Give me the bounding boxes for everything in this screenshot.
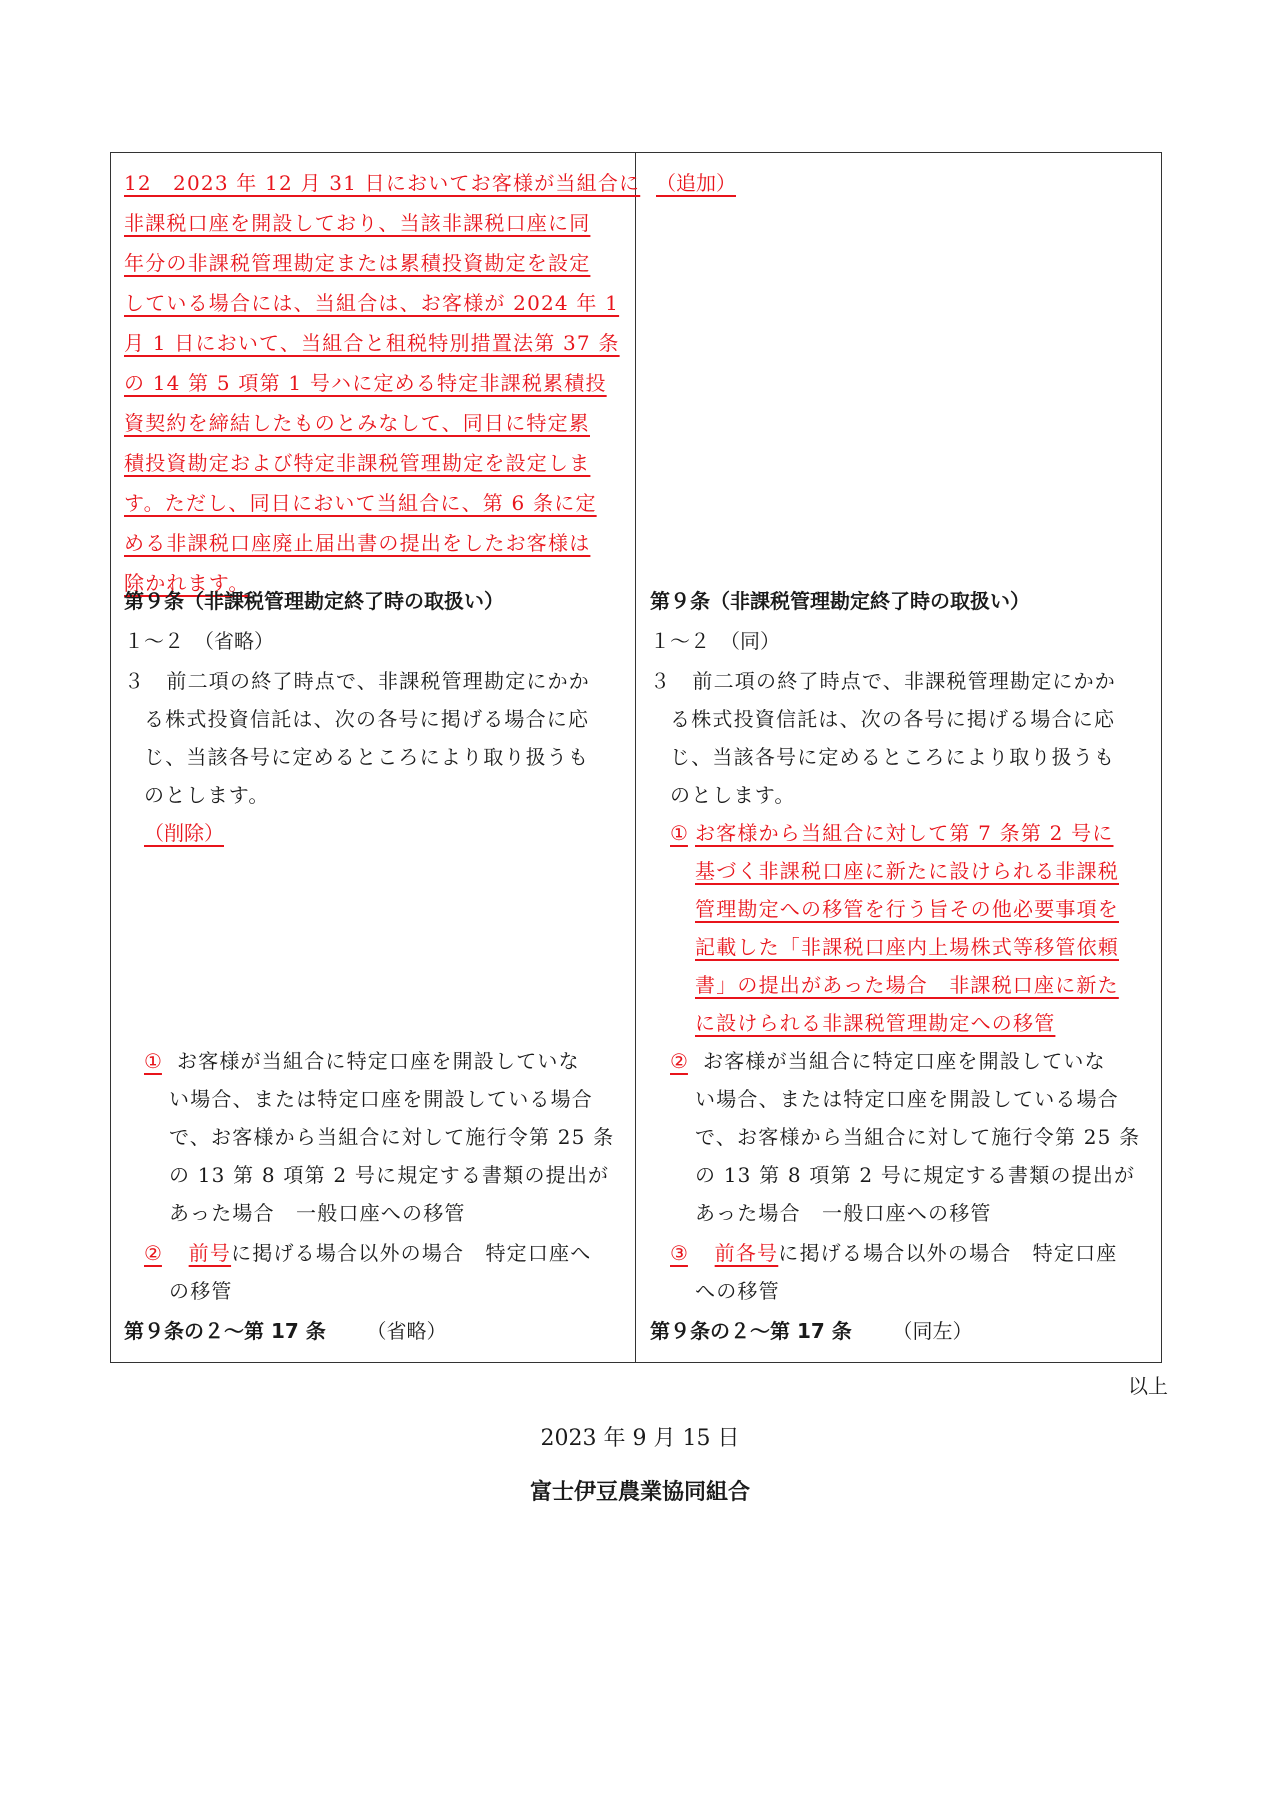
sub2-line: あった場合 一般口座への移管 [695,1201,992,1225]
clause12-line: 資契約を締結したものとみなして、同日に特定累 [124,411,590,435]
comparison-table [110,152,1162,1363]
new-sub1-line: に設けられる非課税管理勘定への移管 [695,1011,1056,1035]
clause12-line: 非課税口座を開設しており、当該非課税口座に同 [124,211,591,235]
left-final-row [124,1317,446,1345]
item3-line: る株式投資信託は、次の各号に掲げる場合に応 [144,707,590,731]
clause12-line: している場合には、当組合は、お客様が 2024 年 1 [124,291,620,315]
sub2-changed-text: 前号 [188,1241,232,1265]
item3-line: じ、当該各号に定めるところにより取り扱うも [670,745,1116,769]
right-article9-items: １～２ （同） [650,629,780,653]
clause12-line: 年分の非課税管理勘定または累積投資勘定を設定 [124,251,591,275]
clause12-line: 積投資勘定および特定非課税管理勘定を設定しま [124,451,591,475]
added-note: （追加） [656,171,736,195]
sub2-line2: の移管 [169,1279,233,1303]
clause12-line: す。ただし、同日において当組合に、第 6 条に定 [124,491,597,515]
left-final-heading: 第９条の２～第 17 条 [124,1319,326,1343]
new-sub1-line: 基づく非課税口座に新たに設けられる非課税 [695,859,1119,883]
new-sub1-line: 管理勘定への移管を行う旨その他必要事項を [695,897,1119,921]
left-final-note: （省略） [366,1319,447,1343]
clause12-line: 12 2023 年 12 月 31 日においてお客様が当組合に [124,171,641,195]
sub1-number: ① [144,1049,162,1073]
sub1-line: い場合、または特定口座を開設している場合 [169,1087,593,1111]
deleted-note: （削除） [144,821,224,845]
new-sub1-number: ① [670,821,688,845]
right-final-row [650,1317,972,1345]
sub2-number: ② [144,1241,162,1265]
sub1-line: の 13 第 8 項第 2 号に規定する書類の提出が [169,1163,610,1187]
sub3-changed-text: 前各号 [714,1241,779,1265]
footer-date: 2023 年 9 月 15 日 [540,1426,740,1451]
right-article9-heading: 第９条（非課税管理勘定終了時の取扱い） [650,589,1030,613]
clause12-line: の 14 第 5 項第 1 号ハに定める特定非課税累積投 [124,371,607,395]
sub3-rest-text: に掲げる場合以外の場合 特定口座 [778,1241,1118,1265]
right-final-heading: 第９条の２～第 17 条 [650,1319,852,1343]
item3-line: のとします。 [670,783,796,807]
sub2-rest-text: に掲げる場合以外の場合 特定口座へ [231,1241,592,1265]
left-article9-heading: 第９条（非課税管理勘定終了時の取扱い） [124,589,504,613]
sub3-first-line [670,1239,1117,1267]
sub2-line: の 13 第 8 項第 2 号に規定する書類の提出が [695,1163,1136,1187]
clause12-line: める非課税口座廃止届出書の提出をしたお客様は [124,531,591,555]
sub2-number: ② [670,1049,688,1073]
clause12-line: 除かれます。 [124,571,250,595]
item3-line: ３ 前二項の終了時点で、非課税管理勘定にかか [124,669,590,693]
right-final-note: （同左） [892,1319,973,1343]
new-sub1-line: 書」の提出があった場合 非課税口座に新た [695,973,1119,997]
clause12-line: 月 1 日において、当組合と租税特別措置法第 37 条 [124,331,620,355]
sub2-line: い場合、または特定口座を開設している場合 [695,1087,1119,1111]
sub2-line: お客様が当組合に特定口座を開設していな [703,1049,1106,1073]
sub2-first-line [144,1239,591,1267]
item3-line: ３ 前二項の終了時点で、非課税管理勘定にかか [650,669,1116,693]
sub1-line: お客様が当組合に特定口座を開設していな [177,1049,580,1073]
new-sub1-line: 記載した「非課税口座内上場株式等移管依頼 [695,935,1119,959]
sub1-line: あった場合 一般口座への移管 [169,1201,466,1225]
footer-organization: 富士伊豆農業協同組合 [529,1480,750,1505]
item3-line: のとします。 [144,783,270,807]
sub2-line: で、お客様から当組合に対して施行令第 25 条 [695,1125,1141,1149]
closing-mark: 以上 [1128,1374,1168,1398]
item3-line: る株式投資信託は、次の各号に掲げる場合に応 [670,707,1116,731]
sub1-line: で、お客様から当組合に対して施行令第 25 条 [169,1125,615,1149]
column-divider [635,153,636,1362]
sub3-number: ③ [670,1241,688,1265]
item3-line: じ、当該各号に定めるところにより取り扱うも [144,745,590,769]
new-sub1-line: お客様から当組合に対して第 7 条第 2 号に [695,821,1114,845]
left-article9-items: １～２ （省略） [124,629,274,653]
sub3-line2: への移管 [695,1279,780,1303]
